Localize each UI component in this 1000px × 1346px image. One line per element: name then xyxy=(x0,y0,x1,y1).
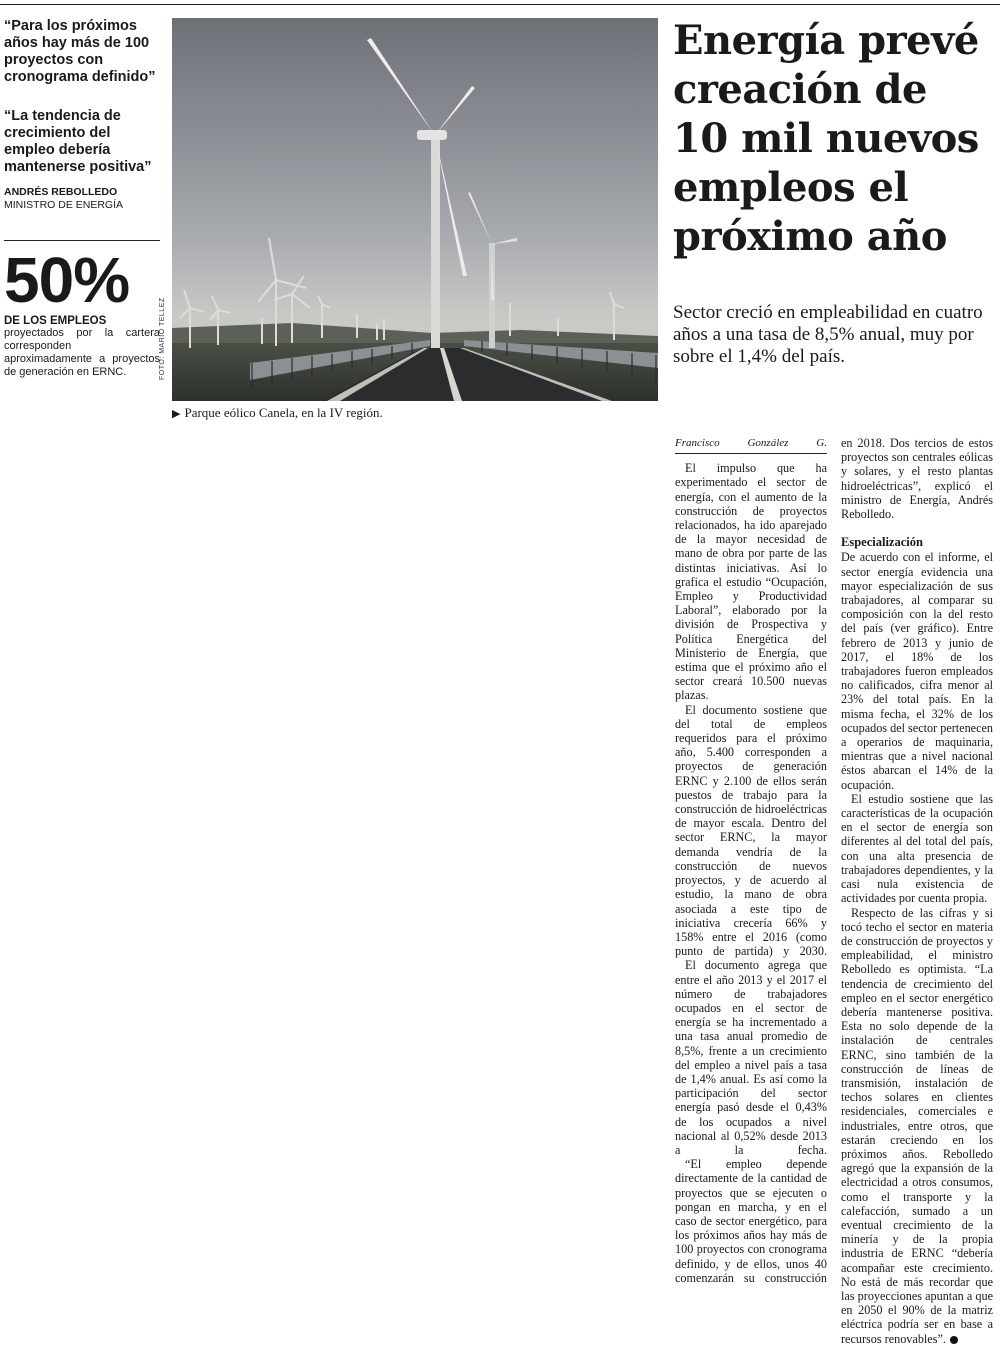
article-column-2 xyxy=(841,436,993,1346)
wind-farm-photo xyxy=(172,18,658,401)
headline: Energía prevé creación de 10 mil nuevos empleos el próximo año xyxy=(673,17,979,260)
paragraph-5: De acuerdo con el informe, el sector energía evidencia una mayor especialización de sus trabajadores, al comparar su composición con la del resto del país (ver gráfico). Entre febrero de 2013 y junio de 2017, el 18% de los trabajadores fueron empleados no calificados, cifra menor al 23% del total país. En la misma fecha, el 32% de los ocupados del sector pertenecen a operarios de maquinaria, mientras que a nivel nacional éstos abarcan el 14% de la ocupación. xyxy=(841,550,993,792)
stat-label: DE LOS EMPLEOS xyxy=(4,315,107,327)
author-name: ANDRÉS REBOLLEDO xyxy=(4,186,118,198)
top-rule xyxy=(0,4,1000,5)
author-role: MINISTRO DE ENERGÍA xyxy=(4,199,124,211)
pull-quote-1: “Para los próximos años hay más de 100 proyectos con cronograma definido” xyxy=(4,18,156,85)
paragraph-4-continued: en 2018. Dos tercios de estos proyectos son centrales eólicas y solares, y el resto plantas hidroeléctricas”, explicó el ministro de Energía, Andrés Rebolledo. xyxy=(841,436,993,522)
article-column-1 xyxy=(675,436,827,1285)
pull-quote-2: “La tendencia de crecimiento del empleo debería mantenerse positiva” xyxy=(4,108,152,175)
paragraph-7 xyxy=(841,906,993,1346)
photo-caption xyxy=(172,405,383,421)
paragraph-4: “El empleo depende directamente de la cantidad de proyectos que se ejecuten o pongan en marcha, y en el caso de sector energético, para los próximos años hay más de 100 proyectos con cronograma definido, y de ellos, unos 40 comenzarán su construcción xyxy=(675,1157,827,1285)
paragraph-2: El documento sostiene que del total de empleos requeridos para el próximo año, 5.400 corresponden a proyectos de generación ERNC y 2.100 de ellos serán puestos de trabajo para la construcción de hidroeléctricas de mayor escala. Dentro del sector ERNC, la mayor demanda vendría de la construcción de nuevos proyectos, y de acuerdo al estudio, la mano de obra asociada a este tipo de iniciativa crecería 66% y 158% entre el 2016 (como punto de partida) y 2030. xyxy=(675,702,827,959)
stat-value: 50% xyxy=(4,244,130,316)
end-mark-icon xyxy=(950,1336,958,1344)
deck: Sector creció en empleabilidad en cuatro años a una tasa de 8,5% anual, muy por sobre el 1,4% del país. xyxy=(673,302,983,367)
paragraph-1: El impulso que ha experimentado el sector de energía, con el aumento de la construcción de proyectos relacionados, ha ido aparejado de la mayor necesidad de mano de obra por parte de las distintas iniciativas. Así lo grafica el estudio “Ocupación, Empleo y Productividad Laboral”, elaborado por la división de Prospectiva y Política Energética del Ministerio de Energía, que estima que el próximo año el sector creará 10.500 nuevas plazas. xyxy=(675,461,827,703)
caption-arrow-icon: ▶ xyxy=(172,408,181,420)
paragraph-7-text: Respecto de las cifras y si tocó techo el sector en materia de construcción de proyectos y empleabilidad, el ministro Rebolledo es optimista. “La tendencia de crecimiento del empleo en el sector energético debería mantenerse positiva. Esta no solo depende de la instalación de centrales ERNC, sino también de la construcción de líneas de transmisión, instalación de techos solares en clientes residenciales, comerciales e industriales, entre otros, que estarán creciendo en los próximos años. Rebolledo agregó que la expansión de la electricidad a otros consumos, como el transporte y la calefacción, sumado a un eventual crecimiento de la minería y de la propia industria de ERNC “debería acompañar este crecimiento. No está de más recordar que las proyecciones apuntan a que en 2050 el 90% de la matriz eléctrica podría ser en base a recursos renovables”. xyxy=(841,905,993,1346)
byline: Francisco González G. xyxy=(675,436,827,454)
sidebar xyxy=(4,18,160,379)
stat-description: proyectados por la cartera corresponden aproximadamente a proyectos de generación en ERNC. xyxy=(4,327,160,378)
paragraph-6: El estudio sostiene que las características de la ocupación en el sector de energía son diferentes al del total del país, con una alta presencia de trabajadores dependientes, y la casi nula existencia de actividades por cuenta propia. xyxy=(841,791,993,906)
sidebar-divider xyxy=(4,240,160,241)
subhead: Especialización xyxy=(841,535,923,550)
quote-author xyxy=(4,186,160,212)
caption-text: Parque eólico Canela, en la IV región. xyxy=(184,405,383,420)
paragraph-3: El documento agrega que entre el año 2013 y el 2017 el número de trabajadores ocupados en el sector de energía se ha incrementado a una tasa anual promedio de 8,5%, frente a un crecimiento del empleo a nivel país a tasa de 1,4% anual. Es así como la participación del sector energía pasó desde el 0,43% de los ocupados a nivel nacional al 0,52% desde 2013 a la fecha. xyxy=(675,958,827,1157)
photo-credit: FOTO: MARIO TELLEZ xyxy=(159,297,166,380)
